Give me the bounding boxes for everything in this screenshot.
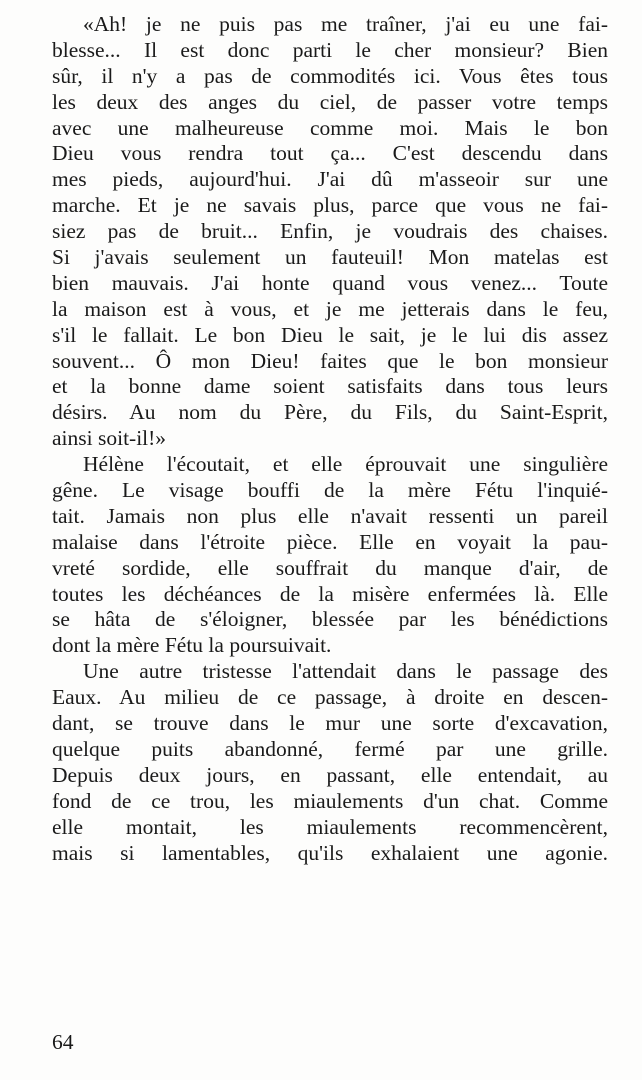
text-line: mes pieds, aujourd'hui. J'ai dû m'asseoir sur une (52, 167, 608, 192)
text-line: se hâta de s'éloigner, blessée par les bénédictions (52, 607, 608, 632)
text-line: Eaux. Au milieu de ce passage, à droite en descen- (52, 685, 608, 710)
text-line: Si j'avais seulement un fauteuil! Mon matelas est (52, 245, 608, 270)
text-line: Hélène l'écoutait, et elle éprouvait une singulière (83, 452, 608, 477)
text-line: souvent... Ô mon Dieu! faites que le bon monsieur (52, 348, 608, 373)
text-line: malaise dans l'étroite pièce. Elle en voyait la pau- (52, 529, 608, 554)
text-line: dont la mère Fétu la poursuivait. (52, 633, 332, 658)
text-line: Dieu vous rendra tout ça... C'est descendu dans (52, 141, 608, 166)
text-line: ainsi soit-il!» (52, 426, 167, 451)
text-line: et la bonne dame soient satisfaits dans tous leurs (52, 374, 608, 399)
text-line: elle montait, les miaulements recommencèrent, (52, 814, 608, 839)
text-line: marche. Et je ne savais plus, parce que vous ne fai- (52, 193, 608, 218)
text-line: siez pas de bruit... Enfin, je voudrais des chaises. (52, 219, 608, 244)
text-line: fond de ce trou, les miaulements d'un chat. Comme (52, 788, 608, 813)
text-line: toutes les déchéances de la misère enfermées là. Elle (52, 581, 608, 606)
text-line: bien mauvais. J'ai honte quand vous venez... Toute (52, 270, 608, 295)
text-line: «Ah! je ne puis pas me traîner, j'ai eu une fai- (83, 12, 608, 36)
text-line: Depuis deux jours, en passant, elle entendait, au (52, 762, 608, 787)
text-line: dant, se trouve dans le mur une sorte d'excavation, (52, 711, 608, 736)
text-block (52, 12, 608, 866)
text-line: vreté sordide, elle souffrait du manque d'air, de (52, 555, 608, 580)
text-line: tait. Jamais non plus elle n'avait ressenti un pareil (52, 503, 608, 528)
text-line: mais si lamentables, qu'ils exhalaient une agonie. (52, 840, 608, 865)
text-line: s'il le fallait. Le bon Dieu le sait, je le lui dis assez (52, 322, 608, 347)
text-line: blesse... Il est donc parti le cher monsieur? Bien (52, 37, 608, 62)
text-line: désirs. Au nom du Père, du Fils, du Saint-Esprit, (52, 400, 608, 425)
page-number: 64 (52, 1030, 74, 1054)
text-line: les deux des anges du ciel, de passer votre temps (52, 89, 608, 114)
text-line: la maison est à vous, et je me jetterais dans le feu, (52, 296, 608, 321)
text-line: avec une malheureuse comme moi. Mais le bon (52, 115, 608, 140)
text-line: sûr, il n'y a pas de commodités ici. Vous êtes tous (52, 63, 608, 88)
text-line: quelque puits abandonné, fermé par une grille. (52, 736, 608, 761)
text-line: Une autre tristesse l'attendait dans le passage des (83, 659, 608, 684)
text-line: gêne. Le visage bouffi de la mère Fétu l'inquié- (52, 478, 608, 503)
